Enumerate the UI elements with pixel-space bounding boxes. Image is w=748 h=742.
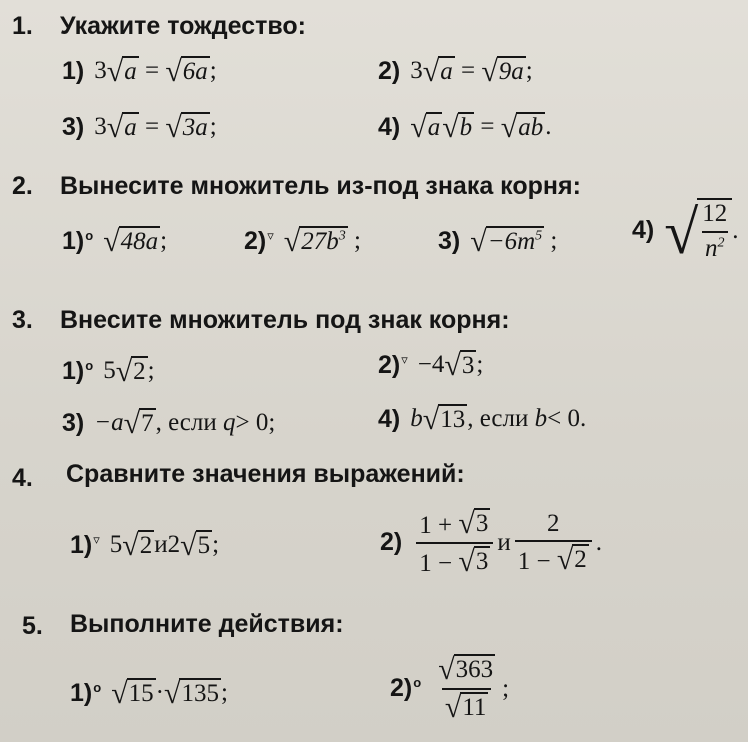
task-4-option-1: 1)▿ 5 √ 2 и 2 √ 5 ; bbox=[70, 528, 220, 562]
task-5-title: Выполните действия: bbox=[70, 610, 344, 638]
task-5-option-2: 2)$^o$ √ 363 √ 11 ; bbox=[390, 652, 510, 724]
task-1-option-1: 1) 3 √ a = √ 6a ; bbox=[62, 54, 217, 88]
task-3-option-3: 3) −a √ 7 , если q > 0; bbox=[62, 406, 276, 440]
task-2-option-2: 2)▿ √ $27b^3$ ; bbox=[244, 224, 361, 258]
task-2-number: 2. bbox=[12, 172, 33, 200]
task-3-option-1: 1)$^o$ 5 √ 2 ; bbox=[62, 354, 155, 388]
task-2-option-3: 3) √ $-6m^5$ ; bbox=[438, 224, 558, 258]
task-3-number: 3. bbox=[12, 306, 33, 334]
task-1-number: 1. bbox=[12, 12, 33, 40]
task-3-option-2: 2)▿ −4 √ 3 ; bbox=[378, 348, 484, 382]
task-4-title: Сравните значения выражений: bbox=[66, 460, 465, 488]
task-2-title: Вынесите множитель из-под знака корня: bbox=[60, 172, 581, 200]
task-1-title: Укажите тождество: bbox=[60, 12, 307, 40]
task-5-option-1: 1)$^o$ √ 15 · √ 135 ; bbox=[70, 676, 228, 710]
task-1-option-3: 3) 3 √ a = √ 3a ; bbox=[62, 110, 217, 144]
task-2-option-4: 4) √ $\frac{12}{n^2}$ . bbox=[632, 198, 739, 267]
task-4-number: 4. bbox=[12, 464, 33, 492]
task-1-option-2: 2) 3 √ a = √ 9a ; bbox=[378, 54, 533, 88]
task-3-option-4: 4) b √ 13 , если b < 0. bbox=[378, 402, 587, 436]
task-5-number: 5. bbox=[22, 612, 43, 640]
task-3-title: Внесите множитель под знак корня: bbox=[60, 306, 510, 334]
task-4-option-2: 2) 1 + √ 3 1 − √ 3 и 2 1 − √ 2 . bbox=[380, 506, 603, 578]
task-1-option-4: 4) √ a √ b = √ ab . bbox=[378, 110, 552, 144]
task-2-option-1: 1)$^o$ √ 48a ; bbox=[62, 224, 168, 258]
